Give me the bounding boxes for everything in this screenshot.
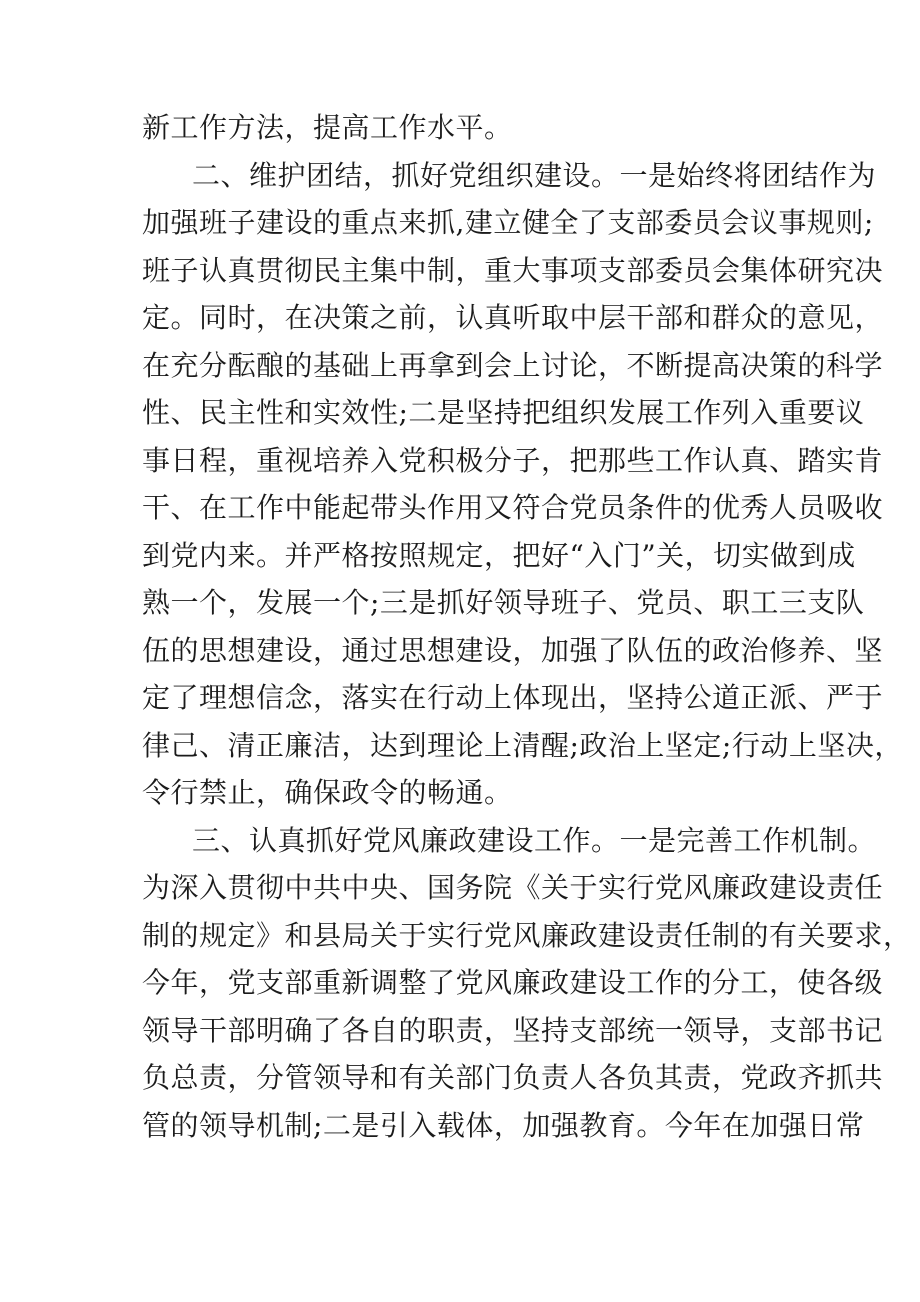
text-line: 熟一个，发展一个;三是抓好领导班子、党员、职工三支队 xyxy=(142,586,865,619)
paragraph-3-first-line: 三、认真抓好党风廉政建设工作。一是完善工作机制。 xyxy=(192,823,877,857)
text-line: 律己、清正廉洁，达到理论上清醒;政治上坚定;行动上坚决， xyxy=(142,728,903,762)
paragraph-2-first-line: 二、维护团结，抓好党组织建设。一是始终将团结作为 xyxy=(192,158,877,192)
text-line: 性、民主性和实效性;二是坚持把组织发展工作列入重要议 xyxy=(142,396,865,429)
text-line: 令行禁止，确保政令的畅通。 xyxy=(142,776,513,809)
text-line: 到党内来。并严格按照规定，把好“入门”关，切实做到成 xyxy=(142,538,856,572)
text-line: 今年，党支部重新调整了党风廉政建设工作的分工，使各级 xyxy=(142,966,884,999)
text-line: 领导干部明确了各自的职责，坚持支部统一领导，支部书记 xyxy=(142,1013,884,1047)
text-line: 干、在工作中能起带头作用又符合党员条件的优秀人员吸收 xyxy=(142,491,884,524)
text-line: 负总责，分管领导和有关部门负责人各负其责，党政齐抓共 xyxy=(142,1061,884,1094)
text-line: 在充分酝酿的基础上再拿到会上讨论，不断提高决策的科学 xyxy=(142,348,884,382)
text-line: 加强班子建设的重点来抓,建立健全了支部委员会议事规则; xyxy=(142,206,874,239)
text-line: 定。同时，在决策之前，认真听取中层干部和群众的意见， xyxy=(142,301,884,334)
text-line: 定了理想信念，落实在行动上体现出，坚持公道正派、严于 xyxy=(142,681,884,714)
text-line: 伍的思想建设，通过思想建设，加强了队伍的政治修养、坚 xyxy=(142,633,884,667)
text-line: 新工作方法，提高工作水平。 xyxy=(142,111,513,144)
text-line: 制的规定》和县局关于实行党风廉政建设责任制的有关要求， xyxy=(142,918,912,952)
text-line: 事日程，重视培养入党积极分子，把那些工作认真、踏实肯 xyxy=(142,443,884,477)
body-text xyxy=(142,104,912,1149)
text-line: 管的领导机制;二是引入载体，加强教育。今年在加强日常 xyxy=(142,1108,865,1142)
text-line: 为深入贯彻中共中央、国务院《关于实行党风廉政建设责任 xyxy=(142,871,884,904)
text-line: 班子认真贯彻民主集中制，重大事项支部委员会集体研究决 xyxy=(142,253,884,287)
